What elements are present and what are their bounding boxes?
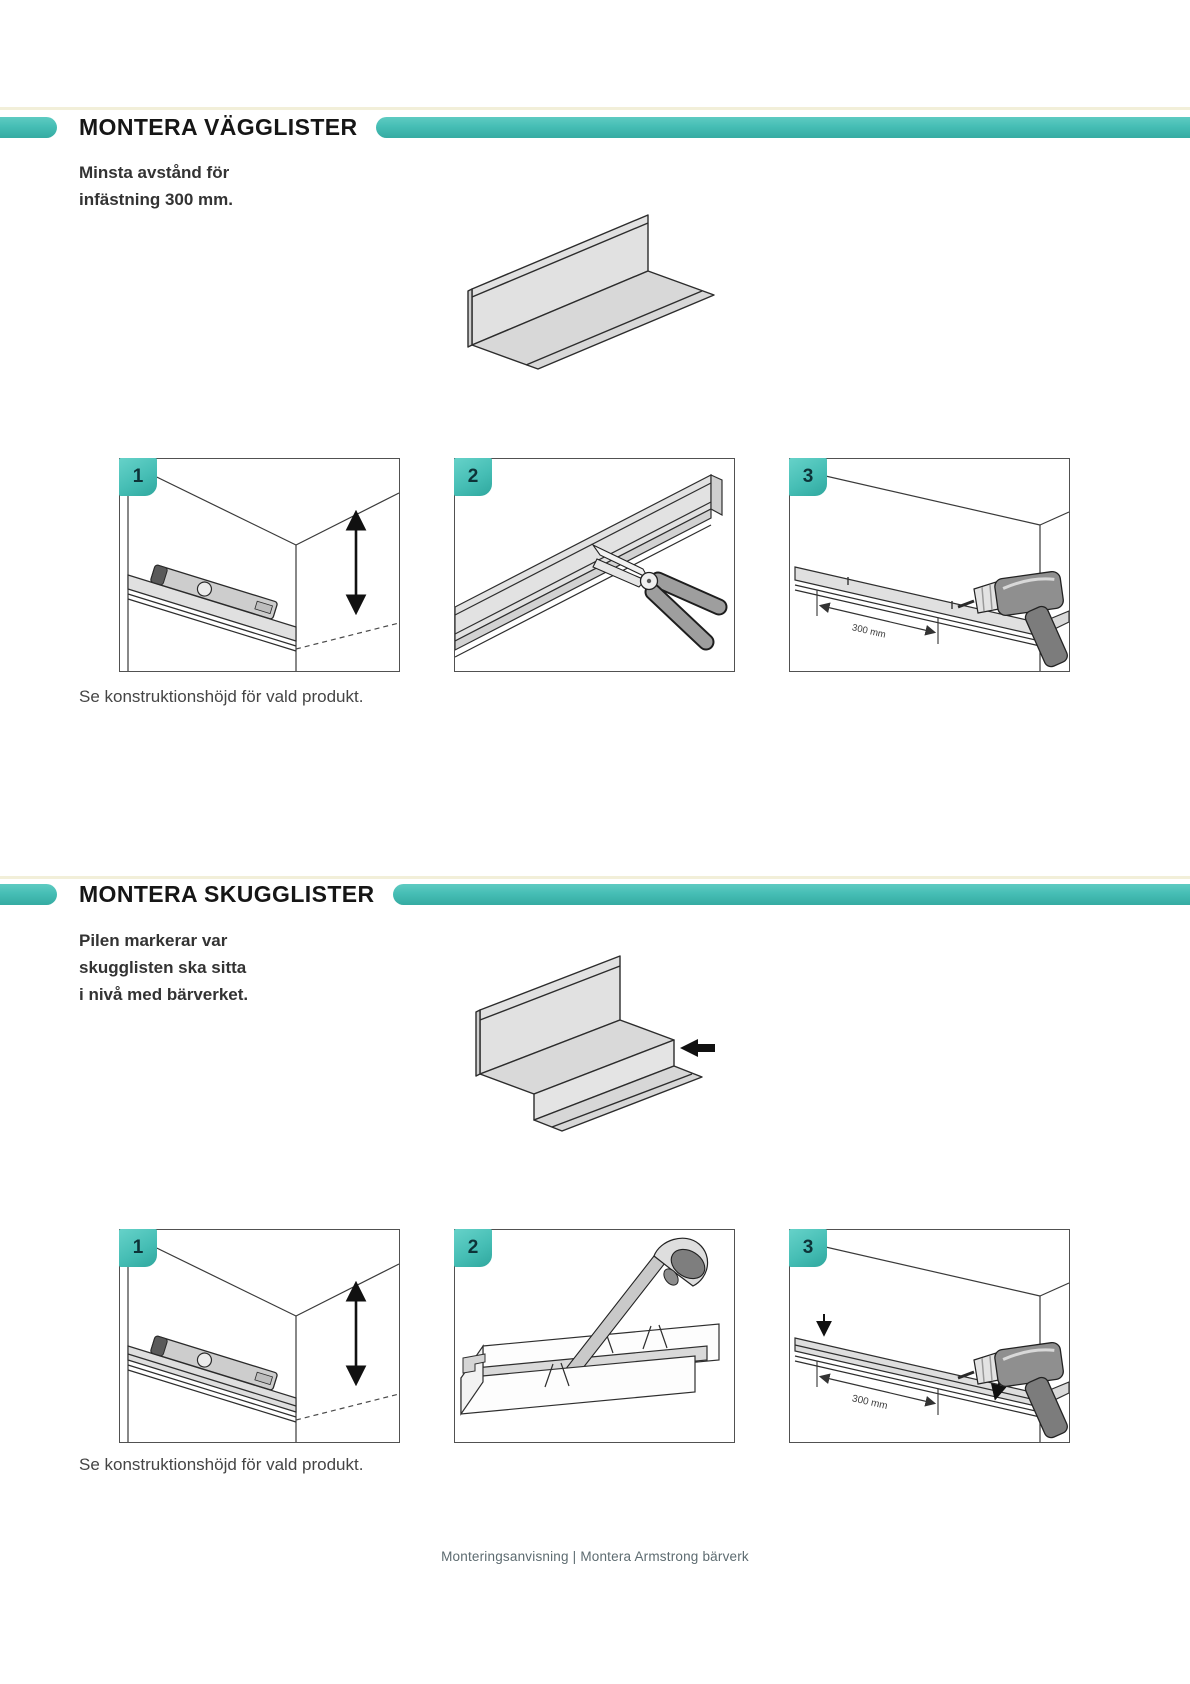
step-number: 2: [467, 1237, 479, 1258]
page-footer: Monteringsanvisning | Montera Armstrong bärverk: [441, 1549, 749, 1564]
room-corner: [795, 1240, 1069, 1442]
fastening-illustration: [790, 1230, 1069, 1442]
step-panel: [789, 458, 1070, 672]
intro-line: skugglisten ska sitta: [79, 958, 247, 977]
tin-snips: [593, 545, 719, 642]
step-number: 1: [132, 1237, 144, 1258]
step-number: 3: [802, 1237, 814, 1258]
step-number-badge: [119, 1229, 157, 1267]
header-bar-right: [393, 884, 1190, 905]
step-panel: [454, 1229, 735, 1443]
header-bar-left: [0, 117, 57, 138]
step-caption: Se konstruktionshöjd för vald produkt.: [79, 1455, 364, 1474]
intro-line: Pilen markerar var: [79, 931, 228, 950]
step-number: 3: [802, 466, 814, 487]
dimension-label: 300 mm: [850, 622, 887, 641]
step-number-badge: [454, 458, 492, 496]
position-arrow-icon: [680, 1039, 715, 1057]
section-title: MONTERA SKUGGLISTER: [79, 881, 375, 907]
sawing-illustration: [455, 1230, 734, 1442]
dashed-level-line: [296, 1394, 399, 1420]
dashed-level-line: [296, 623, 399, 649]
decorative-rule: [0, 107, 1190, 110]
level-check-illustration: [120, 1230, 399, 1442]
step-panel: [454, 458, 735, 672]
room-corner: [128, 463, 399, 671]
step-panel: [119, 458, 400, 672]
intro-text: [79, 159, 233, 213]
step-number-badge: [454, 1229, 492, 1267]
section-header-skugglister: [0, 881, 1190, 907]
intro-line: i nivå med bärverket.: [79, 985, 249, 1004]
cutting-illustration: [455, 459, 734, 671]
intro-text: [79, 927, 248, 1008]
dimension-label: 300 mm: [850, 1393, 889, 1413]
intro-line: Minsta avstånd för: [79, 163, 230, 182]
fastening-illustration: [790, 459, 1069, 671]
level-check-illustration: [120, 459, 399, 671]
shadow-molding-profile: [476, 956, 702, 1131]
header-bar-right: [376, 117, 1190, 138]
room-corner: [128, 1234, 399, 1442]
shadow-molding-profile-illustration: [452, 948, 717, 1143]
step-caption: Se konstruktionshöjd för vald produkt.: [79, 687, 364, 706]
wall-angle-profile: [468, 215, 714, 369]
decorative-rule: [0, 876, 1190, 879]
step-number: 1: [132, 466, 144, 487]
header-bar-left: [0, 884, 57, 905]
room-corner: [795, 469, 1069, 671]
section-header-vagglister: [0, 114, 1190, 140]
step-number-badge: [119, 458, 157, 496]
step-panel: [789, 1229, 1070, 1443]
intro-line: infästning 300 mm.: [79, 190, 233, 209]
step-panel: [119, 1229, 400, 1443]
section-title: MONTERA VÄGGLISTER: [79, 114, 358, 140]
step-number-badge: [789, 458, 827, 496]
wall-angle-profile-illustration: [450, 193, 735, 378]
step-number-badge: [789, 1229, 827, 1267]
step-number: 2: [467, 466, 479, 487]
